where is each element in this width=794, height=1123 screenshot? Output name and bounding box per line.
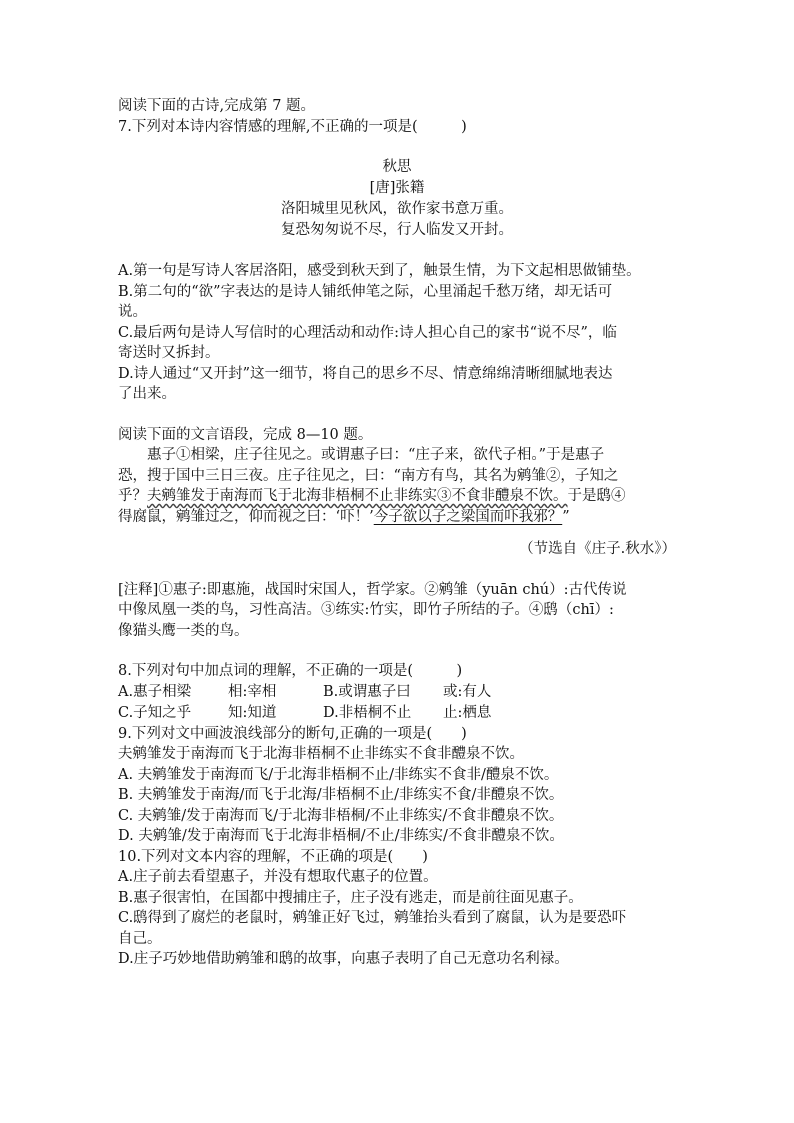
passage-text: 得腐鼠，鹓雏过之，仰而视之曰：‘吓！’ xyxy=(118,508,374,525)
option-8b-gloss: 或:有人 xyxy=(443,683,492,700)
poem-author: [唐]张籍 xyxy=(369,180,425,196)
passage-text: 乎？ xyxy=(118,488,147,504)
option-9a: A. 夫鹓雏发于南海而飞/于北海非梧桐不止/非练实不食非/醴泉不饮。 xyxy=(118,766,559,783)
option-8d-gloss: 止:栖息 xyxy=(443,704,492,721)
option-10c-line1: C.鸱得到了腐烂的老鼠时，鹓雏正好飞过，鹓雏抬头看到了腐鼠，认为是要恐吓 xyxy=(118,910,627,926)
option-9c: C. 夫鹓雏/发于南海而飞/于北海非梧桐/不止非练实/不食非醴泉不饮。 xyxy=(118,807,564,824)
section-intro-7: 阅读下面的古诗,完成第 7 题。 xyxy=(118,98,316,114)
section-intro-8-10: 阅读下面的文言语段，完成 8—10 题。 xyxy=(118,426,373,443)
poem-title: 秋思 xyxy=(382,159,412,175)
option-7c-line2: 寄送时又拆封。 xyxy=(118,345,220,361)
option-8a-gloss: 相:宰相 xyxy=(228,683,277,700)
question-10: 10.下列对文本内容的理解，不正确的项是( ) xyxy=(118,848,428,865)
option-7d-line2: 了出来。 xyxy=(118,386,176,402)
poem-block xyxy=(118,157,676,241)
passage-line-2: 恐，搜于国中三日三夜。庄子往见之，曰：“南方有鸟，其名为鹓雏②，子知之 xyxy=(118,467,619,484)
passage-line-1: 惠子①相梁，庄子往见之。或谓惠子曰：“庄子来，欲代子相。”于是惠子 xyxy=(147,447,605,463)
underlined-sentence: 今子欲以子之梁国而吓我邪？ xyxy=(373,508,563,525)
option-8b: B.或谓惠子曰 xyxy=(323,683,411,700)
option-10b: B.惠子很害怕，在国都中搜捕庄子，庄子没有逃走，而是前往面见惠子。 xyxy=(118,889,583,906)
exam-page xyxy=(118,96,676,970)
question-7-options xyxy=(118,261,676,405)
note-line-1: [注释]①惠子:即惠施，战国时宋国人，哲学家。②鹓雏（yuān chú）:古代传说 xyxy=(118,581,627,598)
option-8c-gloss: 知:知道 xyxy=(228,704,277,721)
option-7b-line1: B.第二句的“欲”字表达的是诗人铺纸伸笔之际，心里涌起千愁万绪，却无话可 xyxy=(118,283,613,300)
option-8c: C.子知之乎 xyxy=(118,704,192,721)
option-10c-line2: 自己。 xyxy=(118,930,162,947)
option-9b: B. 夫鹓雏发于南海/而飞于北海/非梧桐不止/非练实不食/非醴泉不饮。 xyxy=(118,787,564,803)
annotations xyxy=(118,580,676,642)
option-9d: D. 夫鹓雏/发于南海而飞于北海非梧桐/不止/非练实/不食非醴泉不饮。 xyxy=(118,828,564,844)
option-10a: A.庄子前去看望惠子，并没有想取代惠子的位置。 xyxy=(118,869,438,885)
question-8-options-row-1 xyxy=(118,682,676,703)
note-line-2: 中像凤凰一类的鸟，习性高洁。③练实:竹实，即竹子所结的子。④鸱（chī）: xyxy=(118,602,614,618)
option-7a: A.第一句是写诗人客居洛阳，感受到秋天到了，触景生情，为下文起相思做铺垫。 xyxy=(118,263,641,279)
option-7d-line1: D.诗人通过“又开封”这一细节，将自己的思乡不尽、情意绵绵清晰细腻地表达 xyxy=(118,365,613,382)
passage-line-4 xyxy=(118,507,676,528)
option-7c-line1: C.最后两句是诗人写信时的心理活动和动作:诗人担心自己的家书“说不尽”，临 xyxy=(118,324,617,341)
passage-source: （节选自《庄子.秋水》） xyxy=(519,541,676,557)
note-line-3: 像猫头鹰一类的鸟。 xyxy=(118,622,249,639)
poem-line-1: 洛阳城里见秋风，欲作家书意万重。 xyxy=(281,201,513,217)
poem-line-2: 复恐匆匆说不尽，行人临发又开封。 xyxy=(281,222,513,238)
option-8d: D.非梧桐不止 xyxy=(323,704,412,721)
passage-line-3 xyxy=(118,486,676,507)
option-7b-line2: 说。 xyxy=(118,304,147,320)
wavy-underlined-sentence: 夫鹓雏发于南海而飞于北海非梧桐不止非练实③不食非醴泉不饮。 xyxy=(147,488,568,504)
question-7: 7.下列对本诗内容情感的理解,不正确的一项是( ) xyxy=(118,118,467,135)
question-8-options-row-2 xyxy=(118,703,676,724)
option-8a: A.惠子相梁 xyxy=(118,683,192,700)
passage-text: ” xyxy=(562,508,570,525)
option-10d: D.庄子巧妙地借助鹓雏和鸱的故事，向惠子表明了自己无意功名利禄。 xyxy=(118,951,569,967)
classical-passage xyxy=(118,445,676,527)
question-8: 8.下列对句中加点词的理解，不正确的一项是( ) xyxy=(118,663,463,679)
passage-text: 于是鸱④ xyxy=(567,488,626,504)
question-9: 9.下列对文中画波浪线部分的断句,正确的一项是( ) xyxy=(118,725,467,742)
question-9-sentence: 夫鹓雏发于南海而飞于北海非梧桐不止非练实不食非醴泉不饮。 xyxy=(118,746,524,762)
